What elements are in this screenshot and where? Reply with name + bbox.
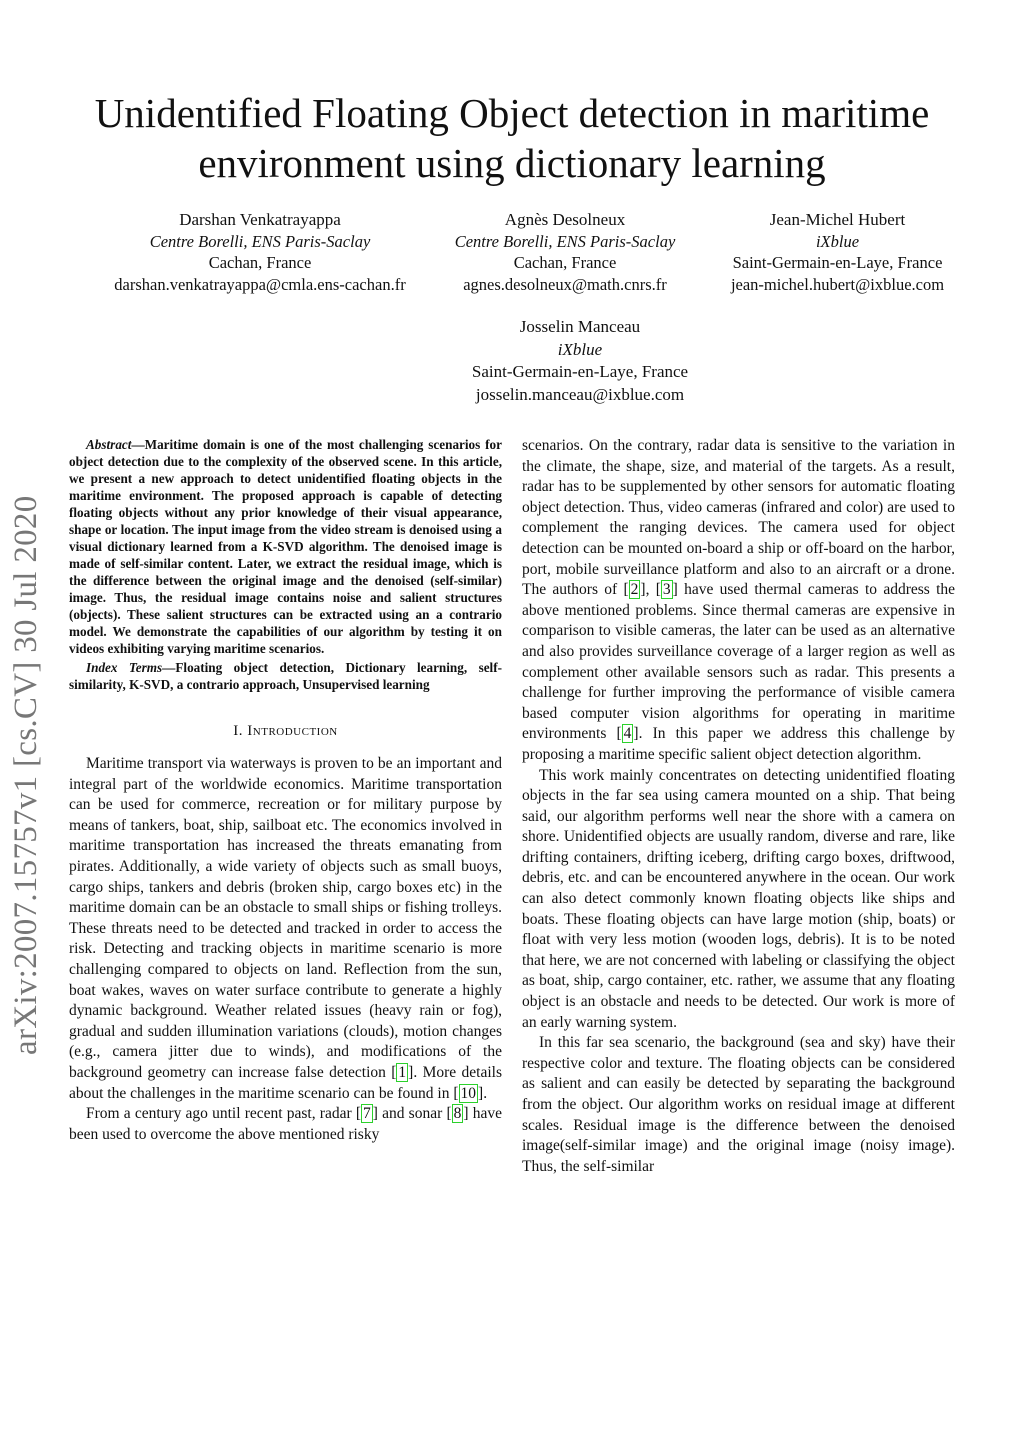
index-terms-text: —Floating object detection, Dictionary learning, self-similarity, K-SVD, a contrario approach, Unsupervised learning (69, 660, 502, 692)
section-number: I. (233, 723, 244, 739)
author-name: Josselin Manceau (519, 317, 641, 336)
author-name: Agnès Desolneux (504, 210, 626, 229)
right-paragraph-2: This work mainly concentrates on detecting unidentified floating objects in the far sea using camera mounted on a ship. That being said, our algorithm performs well near the shore with a camera on shore. Unidentified objects are usually random, diverse and rare, like drifting containers, drifting iceberg, drifting cargo boxes, driftwood, debris, etc. and can be encountered anywhere in the ocean. Our work can also detect commonly known floating objects like ships and boats. These floating objects can have large motion (ship, boats) or float with very less motion (wooden logs, debris). It is to be noted that here, we are not concerned with labeling or classifying the object as boat, ship, cargo container, etc. rather, we assume that any floating object is an obstacle and needs to be detected. Our work is more of an early warning system. (522, 766, 955, 1031)
author-block (430, 209, 700, 295)
index-terms (69, 659, 502, 693)
arxiv-identifier[interactable]: arXiv:2007.15757v1 [cs.CV] 30 Jul 2020 (8, 495, 44, 1055)
citation-link[interactable]: 4 (623, 725, 632, 743)
intro-paragraph-2: From a century ago until recent past, radar [ 7 ] and sonar [ 8 ] have been used to overcome the above mentioned risky (69, 1105, 502, 1143)
paragraph-text: have used thermal cameras to address the above mentioned problems. Since thermal cameras are expensive in comparison to visible cameras, the later can be used as an alternative and also provides surveillance coverage of a larger region as well as complement other available sensors such as radar. This presents a challenge for further improving the performance of visible camera based computer vision algorithms for operating in maritime environments (522, 581, 956, 743)
author-affiliation: iXblue (557, 339, 603, 359)
citation-link[interactable]: 1 (398, 1063, 407, 1081)
author-location: Saint-Germain-en-Laye, France (732, 253, 943, 272)
section-title: Introduction (247, 723, 338, 739)
author-block (100, 209, 420, 295)
right-paragraph-3: In this far sea scenario, the background (sea and sky) have their respective color and texture. The floating objects can be considered as salient and can easily be detected by separating the background from the object. Our algorithm works on residual image at different scales. Residual image is the difference between the denoised image(self-similar image) and the original image (noisy image). Thus, the self-similar (522, 1034, 955, 1175)
paragraph-text: . In this paper we address this challenge by proposing a maritime specific salient object detection algorithm. (522, 725, 956, 763)
intro-paragraph-1: Maritime transport via waterways is proven to be an important and integral part of the worldwide economics. Maritime transportation can be used for commerce, recreation or for military purpose by means of tankers, boat, ship, sailboat etc. The economics involved in maritime transportation has increased the threats emanating from pirates. Additionally, a wide variety of objects such as small buoys, cargo ships, tankers and debris (broken ship, cargo boxes etc) in the maritime domain can be an obstacle to small ships or fishing trolleys. These threats need to be detected and tracked in order to access the risk. Detecting and tracking objects in maritime scenario is more challenging compared to objects on land. Reflection from the sun, boat wakes, waves on water surface contribute to generate a highly dynamic background. Weather related issues (heavy rain or fog), gradual and sudden illumination variations (clouds), motion changes (e.g., camera jitter due to winds), and modifications of the background geometry can increase false detection [ 1 ]. More details about the challenges in the maritime scenario can be found in [ 10 ]. (69, 755, 502, 1102)
citation-link[interactable]: 7 (363, 1105, 371, 1123)
index-terms-label: Index Terms (86, 660, 163, 675)
citation-link[interactable]: 10 (460, 1084, 477, 1102)
author-email[interactable]: agnes.desolneux@math.cnrs.fr (463, 274, 667, 294)
paragraph-text: scenarios. On the contrary, radar data is sensitive to the variation in the climate, the shape, size, and material of the targets. As a result, radar has to be supplemented by other sensors for automatic floating object detection. Thus, video cameras (infrared and color) are used to complement the ranging devices. The camera used for object detection can be mounted on-board a ship or off-board on the harbor, port, mobile surveillance platform and also to an aircraft or a drone. The authors of (522, 437, 955, 599)
author-email[interactable]: jean-michel.hubert@ixblue.com (730, 274, 945, 294)
author-name: Jean-Michel Hubert (769, 210, 906, 229)
paragraph-text: and sonar (382, 1105, 443, 1123)
paragraph-text: From a century ago until recent past, radar (86, 1105, 352, 1123)
paper-title: Unidentified Floating Object detection in maritime environment using dictionary learning (94, 90, 930, 186)
abstract (69, 436, 502, 657)
paragraph-text: . More details about the challenges in the maritime scenario can be found in (69, 1063, 502, 1102)
author-email[interactable]: darshan.venkatrayappa@cmla.ens-cachan.fr (114, 274, 406, 294)
right-paragraph-1: scenarios. On the contrary, radar data is sensitive to the variation in the climate, the shape, size, and material of the targets. As a result, radar has to be supplemented by other sensors for automatic floating object detection. Thus, video cameras (infrared and color) are used to complement the ranging devices. The camera used for object detection can be mounted on-board a ship or off-board on the harbor, port, mobile surveillance platform and also to an aircraft or a drone. The authors of [ 2 ], [ 3 ] have used thermal cameras to address the above mentioned problems. Since thermal cameras are expensive in comparison to visible cameras, the later can be used as an alternative and also provides surveillance coverage of a larger region as well as complement other available sensors such as radar. This presents a challenge for further improving the performance of visible camera based computer vision algorithms for operating in maritime environments [ 4 ]. In this paper we address this challenge by proposing a maritime specific salient object detection algorithm. (522, 437, 956, 763)
right-column (522, 436, 955, 1177)
abstract-text: —Maritime domain is one of the most challenging scenarios for object detection due to the complexity of the observed scene. In this article, we present a new approach to detect unidentified floating objects in the maritime environment. The proposed approach is capable of detecting floating objects without any prior knowledge of their visual appearance, shape or location. The input image from the video stream is denoised using a visual dictionary learned from a K-SVD algorithm. The denoised image is made of self-similar content. Later, we extract the residual image, which is the difference between the original image and the denoised (self-similar) image. Thus, the residual image contains noise and salient structures (objects). These salient structures can be extracted using an a contrario model. We demonstrate the capabilities of our algorithm by testing it on videos exhibiting varying maritime scenarios. (69, 437, 502, 656)
paragraph-text: Maritime transport via waterways is proven to be an important and integral part of the worldwide economics. Maritime transportation can be used for commerce, recreation or for military purpose by means of tankers, boat, ship, sailboat etc. The economics involved in maritime transportation has increased the threats emanating from pirates. Additionally, a wide variety of objects such as small buoys, cargo ships, tankers and debris (broken ship, cargo boxes etc) in the maritime domain can be an obstacle to small ships or fishing trolleys. These threats need to be detected and tracked in order to access the risk. Detecting and tracking objects in maritime scenario is more challenging compared to objects on land. Reflection from the sun, boat wakes, waves on water surface contribute to generate a highly dynamic background. Weather related issues (heavy rain or fog), gradual and sudden illumination variations (clouds), motion changes (e.g., camera jitter due to winds), and modifications of the background geometry can increase false detection (69, 755, 502, 1081)
author-affiliation: Centre Borelli, ENS Paris-Saclay (454, 231, 676, 251)
section-heading (69, 723, 502, 740)
paragraph-text: have been used to overcome the above mentioned risky (69, 1105, 502, 1143)
left-column (69, 436, 502, 1145)
author-block (720, 209, 955, 295)
author-location: Saint-Germain-en-Laye, France (471, 362, 689, 381)
author-block (430, 316, 730, 406)
author-location: Cachan, France (513, 253, 617, 272)
author-affiliation: Centre Borelli, ENS Paris-Saclay (149, 231, 371, 251)
citation-link[interactable]: 3 (662, 581, 671, 599)
author-affiliation: iXblue (815, 231, 860, 251)
citation-link[interactable]: 8 (453, 1105, 462, 1123)
abstract-label: Abstract (86, 437, 132, 452)
author-name: Darshan Venkatrayappa (179, 210, 341, 229)
author-location: Cachan, France (208, 253, 312, 272)
author-email[interactable]: josselin.manceau@ixblue.com (475, 384, 685, 404)
citation-link[interactable]: 2 (630, 581, 639, 599)
